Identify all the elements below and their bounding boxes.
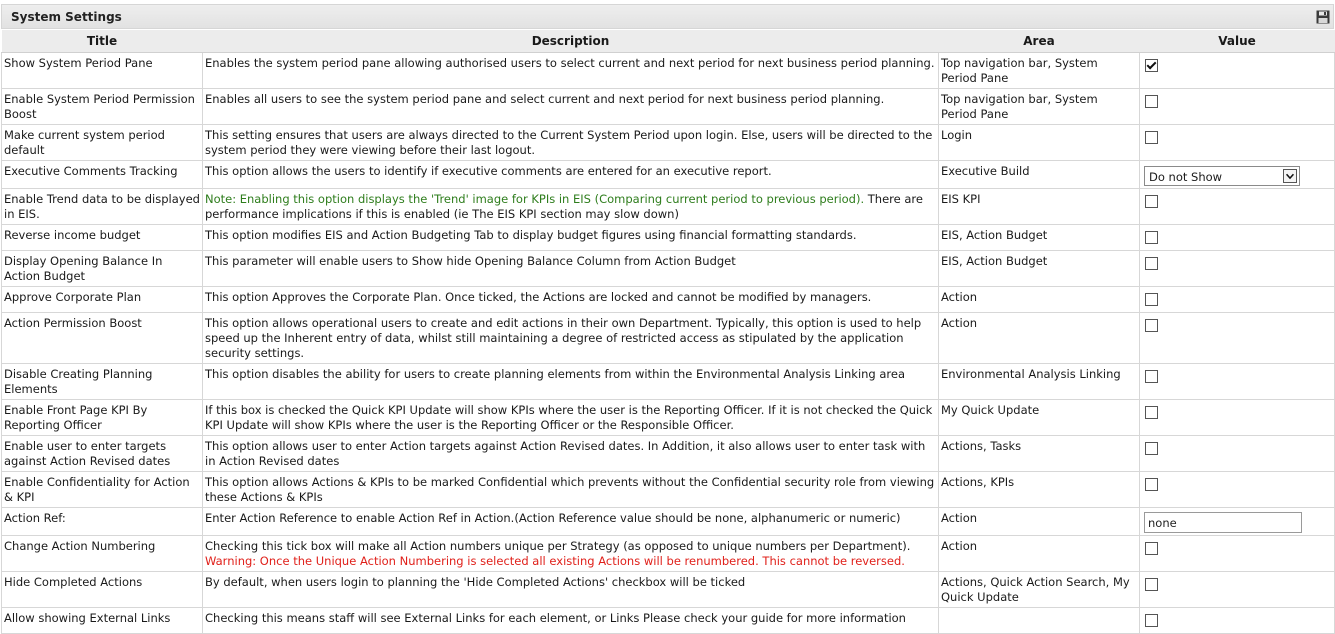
setting-area: Environmental Analysis Linking [939,364,1140,400]
setting-area: Action [939,287,1140,313]
settings-header [1,4,1334,29]
table-header-row [2,30,1335,53]
setting-area: My Quick Update [939,400,1140,436]
setting-area: EIS, Action Budget [939,225,1140,251]
table-row [2,251,1335,287]
setting-checkbox[interactable] [1145,542,1158,555]
executive-comments-select[interactable] [1144,166,1300,186]
table-row [2,436,1335,472]
setting-description: This setting ensures that users are always directed to the Current System Period upon login. Else, users will be directed to the system period they were viewing before their last logout. [203,125,939,161]
setting-description [203,189,939,225]
col-value-header: Value [1140,30,1335,53]
setting-checkbox[interactable] [1145,478,1158,491]
setting-checkbox[interactable] [1145,370,1158,383]
setting-description: This option allows Actions & KPIs to be marked Confidential which prevents without the Confidential security role from viewing these Actions & KPIs [203,472,939,508]
setting-description: This option allows the users to identify if executive comments are entered for an executive report. [203,161,939,189]
table-row [2,125,1335,161]
table-row [2,400,1335,436]
setting-area: Actions, KPIs [939,472,1140,508]
setting-area: Action [939,536,1140,572]
table-row [2,472,1335,508]
setting-area: EIS, Action Budget [939,251,1140,287]
setting-description: If this box is checked the Quick KPI Update will show KPIs where the user is the Reporting Officer. If it is not checked the Quick KPI Update will show KPIs where the user is the Reporting Officer or the Responsible Officer. [203,400,939,436]
setting-area: Top navigation bar, System Period Pane [939,53,1140,89]
save-icon[interactable] [1316,10,1330,24]
setting-description: Checking this means staff will see External Links for each element, or Links Please check your guide for more information [203,608,939,634]
setting-checkbox[interactable] [1145,406,1158,419]
description-warning: Warning: Once the Unique Action Numbering is selected all existing Actions will be renumbered. This cannot be reversed. [205,554,905,568]
setting-area: Actions, Tasks [939,436,1140,472]
select-value: Do not Show [1149,170,1223,184]
table-row [2,572,1335,608]
table-row [2,508,1335,536]
setting-title: Enable user to enter targets against Action Revised dates [2,436,203,472]
setting-checkbox[interactable] [1145,59,1158,72]
col-title-header: Title [2,30,203,53]
setting-checkbox[interactable] [1145,231,1158,244]
setting-title: Show System Period Pane [2,53,203,89]
setting-description: Enables all users to see the system period pane and select current and next period for next business period planning. [203,89,939,125]
setting-checkbox[interactable] [1145,131,1158,144]
setting-description: By default, when users login to planning the 'Hide Completed Actions' checkbox will be ticked [203,572,939,608]
setting-checkbox[interactable] [1145,195,1158,208]
table-row [2,536,1335,572]
col-description-header: Description [203,30,939,53]
setting-checkbox[interactable] [1145,614,1158,627]
setting-title: Reverse income budget [2,225,203,251]
table-row [2,287,1335,313]
setting-area: Top navigation bar, System Period Pane [939,89,1140,125]
setting-area: Executive Build [939,161,1140,189]
description-note: Note: Enabling this option displays the 'Trend' image for KPIs in EIS (Comparing current period to previous period). [205,192,865,206]
setting-title: Enable Confidentiality for Action & KPI [2,472,203,508]
setting-area: Login [939,125,1140,161]
setting-area [939,608,1140,634]
setting-title: Action Permission Boost [2,313,203,364]
setting-title: Make current system period default [2,125,203,161]
table-row [2,313,1335,364]
table-row [2,161,1335,189]
table-row [2,364,1335,400]
setting-title: Hide Completed Actions [2,572,203,608]
chevron-down-icon [1283,169,1297,183]
setting-checkbox[interactable] [1145,95,1158,108]
setting-area: Actions, Quick Action Search, My Quick Update [939,572,1140,608]
description-text: Checking this tick box will make all Action numbers unique per Strategy (as opposed to unique numbers per Department). [205,539,911,553]
action-ref-input[interactable] [1144,512,1302,533]
setting-title: Change Action Numbering [2,536,203,572]
setting-area: Action [939,508,1140,536]
setting-title: Disable Creating Planning Elements [2,364,203,400]
table-row [2,89,1335,125]
setting-title: Action Ref: [2,508,203,536]
setting-description: Enter Action Reference to enable Action Ref in Action.(Action Reference value should be none, alphanumeric or numeric) [203,508,939,536]
setting-title: Enable Front Page KPI By Reporting Officer [2,400,203,436]
setting-description: This option disables the ability for users to create planning elements from within the Environmental Analysis Linking area [203,364,939,400]
table-row [2,189,1335,225]
setting-area: Action [939,313,1140,364]
settings-table [1,30,1335,634]
page-title: System Settings [11,10,122,24]
setting-title: Display Opening Balance In Action Budget [2,251,203,287]
table-row [2,53,1335,89]
table-row [2,608,1335,634]
setting-checkbox[interactable] [1145,319,1158,332]
description-text: There are performance implications if this is enabled (ie The EIS KPI section may slow down) [205,192,923,221]
setting-description [203,536,939,572]
setting-checkbox[interactable] [1145,293,1158,306]
setting-checkbox[interactable] [1145,257,1158,270]
setting-description: This option Approves the Corporate Plan. Once ticked, the Actions are locked and cannot be modified by managers. [203,287,939,313]
setting-description: This option modifies EIS and Action Budgeting Tab to display budget figures using financial formatting standards. [203,225,939,251]
setting-checkbox[interactable] [1145,442,1158,455]
setting-description: This option allows operational users to create and edit actions in their own Department. Typically, this option is used to help speed up the Inherent entry of data, whilst still maintaining a degree of restricted access as stipulated by the application security settings. [203,313,939,364]
setting-title: Enable Trend data to be displayed in EIS. [2,189,203,225]
setting-title: Executive Comments Tracking [2,161,203,189]
setting-description: This option allows user to enter Action targets against Action Revised dates. In Addition, it also allows user to enter task with in Action Revised dates [203,436,939,472]
setting-title: Allow showing External Links [2,608,203,634]
setting-title: Enable System Period Permission Boost [2,89,203,125]
setting-checkbox[interactable] [1145,578,1158,591]
setting-description: This parameter will enable users to Show hide Opening Balance Column from Action Budget [203,251,939,287]
col-area-header: Area [939,30,1140,53]
setting-area: EIS KPI [939,189,1140,225]
setting-description: Enables the system period pane allowing authorised users to select current and next period for next business period planning. [203,53,939,89]
setting-title: Approve Corporate Plan [2,287,203,313]
table-row [2,225,1335,251]
